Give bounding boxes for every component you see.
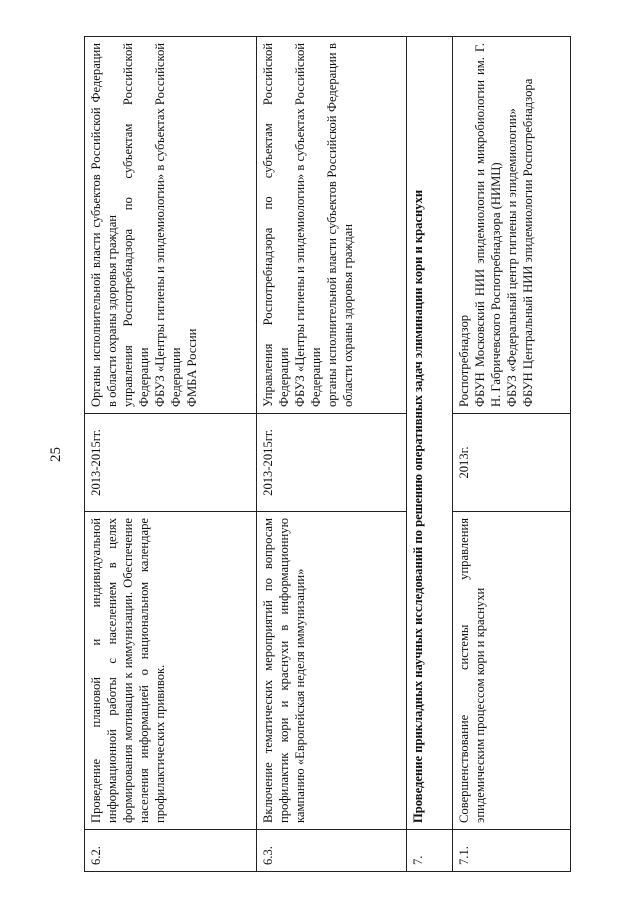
executor-line: органы исполнительной власти субъектов Российской Федерации в области охраны здоровья граждан xyxy=(325,43,355,407)
executor-line: Управления Роспотребнадзора по субъектам Российской Федерации xyxy=(261,43,291,407)
measure-description: Проведение плановой и индивидуальной информационной работы с населением в целях формирования мотивации к иммунизации. Обеспечение населения информацией о национальном календаре профилактических прививок. xyxy=(85,512,257,830)
section-number: 7. xyxy=(407,830,453,872)
table-row-6-2 xyxy=(85,37,257,872)
executor-line: Органы исполнительной власти субъектов Российской Федерации в области охраны здоровья граждан xyxy=(89,43,119,407)
section-header-row xyxy=(407,37,453,872)
measure-executors xyxy=(85,37,257,414)
measure-term: 2013-2015гг. xyxy=(85,414,257,512)
table-row-6-3 xyxy=(257,37,407,872)
measure-executors xyxy=(453,37,571,414)
executor-line: ФМБА России xyxy=(185,328,199,407)
measure-description: Включение тематических мероприятий по вопросам профилактик кори и краснухи в информационную кампанию «Европейская неделя иммунизации» xyxy=(257,512,407,830)
row-number: 6.3. xyxy=(257,830,407,872)
row-number: 6.2. xyxy=(85,830,257,872)
executor-line: ФБУЗ «Центры гигиены и эпидемиологии» в субъектах Российской Федерации xyxy=(153,43,183,407)
measure-description: Совершенствование системы управления эпидемическим процессом кори и краснухи xyxy=(453,512,571,830)
measures-table xyxy=(84,36,571,872)
executor-line: ФБУН Московский НИИ эпидемиологии и микробиологии им. Г. Н. Габричевского Роспотребнадзора (НИМЦ) xyxy=(473,43,503,407)
row-number: 7.1. xyxy=(453,830,571,872)
measure-term: 2013-2015гг. xyxy=(257,414,407,512)
executor-line: ФБУЗ «Федеральный центр гигиены и эпидемиологии» xyxy=(505,108,519,407)
executor-line: Роспотребнадзор xyxy=(457,314,471,407)
page-number: 25 xyxy=(48,447,64,462)
measure-term: 2013г. xyxy=(453,414,571,512)
executor-line: ФБУН Центральный НИИ эпидемиологии Роспотребнадзора xyxy=(521,78,535,407)
rotated-document-page xyxy=(40,37,610,872)
measure-executors xyxy=(257,37,407,414)
executor-line: ФБУЗ «Центры гигиены и эпидемиологии» в субъектах Российской Федерации xyxy=(293,43,323,407)
table-row-7-1 xyxy=(453,37,571,872)
section-title: Проведение прикладных научных исследований по решению оперативных задач элиминации кори и краснухи xyxy=(407,37,453,830)
executor-line: управления Роспотребнадзора по субъектам Российской Федерации xyxy=(121,43,151,407)
